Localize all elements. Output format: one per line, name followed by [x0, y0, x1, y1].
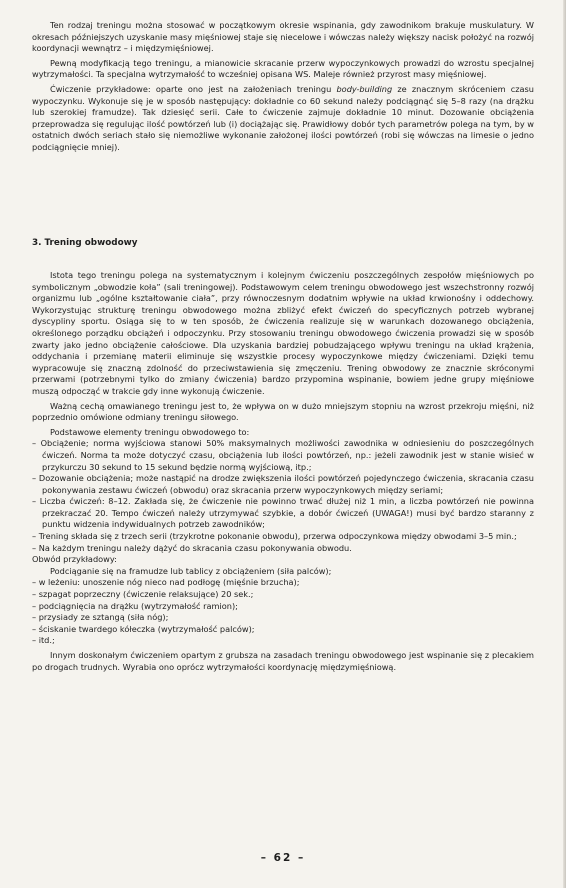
paragraph: Innym doskonałym ćwiczeniem opartym z grubsza na zasadach treningu obwodowego jest wspinanie się z plecakiem po drogach trudnych. Wyrabia ono oprócz wytrzymałości koordynację międzymięśniową. [32, 650, 534, 672]
italic-term: body-building [336, 83, 393, 94]
paragraph [32, 84, 534, 154]
list-item: – Obciążenie; norma wyjściowa stanowi 50% maksymalnych możliwości zawodnika w odniesieniu do poszczególnych ćwiczeń. Norma ta może dotyczyć czasu, obciążenia lub ilości powtórzeń, np.: jeżeli zawodnik jest w stanie wisieć w przykurczu 30 sekund to 15 sekund będzie normą wyjściową, itp.; [32, 438, 534, 472]
list-item: – Dozowanie obciążenia; może nastąpić na drodze zwiększenia ilości powtórzeń pojedynczego ćwiczenia, skracania czasu pokonywania zestawu ćwiczeń (obwodu) oraz skracania przerw wypoczynkowych między seriami; [32, 473, 534, 495]
paragraph: Pewną modyfikacją tego treningu, a mianowicie skracanie przerw wypoczynkowych prowadzi do wzrostu specjalnej wytrzymałości. Ta specjalna wytrzymałość to wcześniej opisana WS. Maleje również przyrost masy mięśniowej. [32, 57, 534, 80]
section-circuit-training [32, 270, 534, 676]
example-label: Obwód przykładowy: [32, 554, 117, 565]
paragraph: Ważną cechą omawianego treningu jest to, że wpływa on w dużo mniejszym stopniu na wzrost przekroju mięśni, niż poprzednio omówione odmiany treningu siłowego. [32, 400, 534, 423]
text-run: ze znacznym skróceniem czasu wypoczynku. Wykonuje się je w sposób następujący: dokładnie co 60 sekund należy podciągnąć się 5–8 razy (na drążku lub szerokiej framudze). Tak dziesięć serii. Całe to ćwiczenie zajmuje dokładnie 10 minut. Dozowanie obciążenia przeprowadza się regulując ilość powtórzeń lub (i) dociążając się. Prawidłowy dobór tych parametrów polega na tym, by w ostatnich dwóch seriach stało się niemożliwe wykonanie założonej ilości powtórzeń (robi się wówczas na limesie o jedno podciągnięcie mniej). [32, 83, 534, 152]
list-item: – ściskanie twardego kółeczka (wytrzymałość palców); [32, 623, 255, 634]
example-list [32, 566, 534, 647]
list-item: – szpagat poprzeczny (ćwiczenie relaksujące) 20 sek.; [32, 589, 254, 600]
elements-list [32, 438, 534, 554]
paragraph: Ten rodzaj treningu można stosować w początkowym okresie wspinania, gdy zawodnikom brakuje muskulatury. W okresach późniejszych uzyskanie masy mięśniowej staje się niecelowe i wówczas należy większy nacisk położyć na rozwój koordynacji wewnątrz – i międzymięśniowej. [32, 20, 534, 54]
list-item: – Na każdym treningu należy dążyć do skracania czasu pokonywania obwodu. [32, 542, 352, 553]
list-item: – itd.; [32, 635, 55, 646]
list-item: – przysiady ze sztangą (siła nóg); [32, 612, 169, 623]
text-run: Ćwiczenie przykładowe: oparte ono jest na założeniach treningu [50, 83, 337, 94]
section-continuation [32, 20, 534, 157]
section-heading: 3. Trening obwodowy [32, 238, 138, 248]
list-item: – podciągnięcia na drążku (wytrzymałość ramion); [32, 600, 238, 611]
list-item: – Liczba ćwiczeń: 8–12. Zakłada się, że ćwiczenie nie powinno trwać dłużej niż 1 min, a liczba powtórzeń nie powinna przekraczać 20. Tempo ćwiczeń należy utrzymywać szybkie, a dobór ćwiczeń (UWAGA!) musi być bardzo staranny z punktu widzenia indywidualnych potrzeb zawodników; [32, 496, 534, 530]
list-item: – w leżeniu: unoszenie nóg nieco nad podłogę (mięśnie brzucha); [32, 577, 300, 588]
list-item: – Trening składa się z trzech serii (trzykrotne pokonanie obwodu), przerwa odpoczynkowa między obwodami 3–5 min.; [32, 531, 517, 542]
list-item: Podciąganie się na framudze lub tablicy z obciążeniem (siła palców); [50, 565, 332, 576]
paragraph: Istota tego treningu polega na systematycznym i kolejnym ćwiczeniu poszczególnych zespołów mięśniowych po symbolicznym „obwodzie koła” (sali treningowej). Podstawowym celem treningu obwodowego jest wszechstronny rozwój organizmu lub „ogólne kształtowanie ciała”, przy równoczesnym dodatnim wpływie na układ krwionośny i oddechowy. Wykorzystując strukturę treningu obwodowego można zbliżyć efekt ćwiczeń do specyficznych potrzeb wybranej dyscypliny sportu. Osiąga się to w ten sposób, że ćwiczenia realizuje się w warunkach dozowanego obciążenia, określonego porządku obciążeń i odpoczynku. Przy stosowaniu treningu obwodowego ćwiczenia prowadzi się w sposób zwarty jako jedno obciążenie całościowe. Dla uzyskania bardziej pobudzającego wpływu treningu na układ krążenia, oddychania i przemianę materii eliminuje się wszystkie procesy wypoczynkowe między ćwiczeniami. Dzięki temu wypracowuje się znaczną zdolność do przeciwstawienia się zmęczeniu. Trening obwodowy ze znacznie skróconymi przerwami (potrzebnymi tylko do zmiany ćwiczenia) bardzo przypomina wspinanie, bowiem jedne grupy mięśniowe muszą odpocząć w trakcie gdy inne wykonują ćwiczenie. [32, 270, 534, 396]
paragraph: Podstawowe elementy treningu obwodowego to: [50, 426, 250, 437]
page-number: – 62 – [260, 852, 306, 864]
